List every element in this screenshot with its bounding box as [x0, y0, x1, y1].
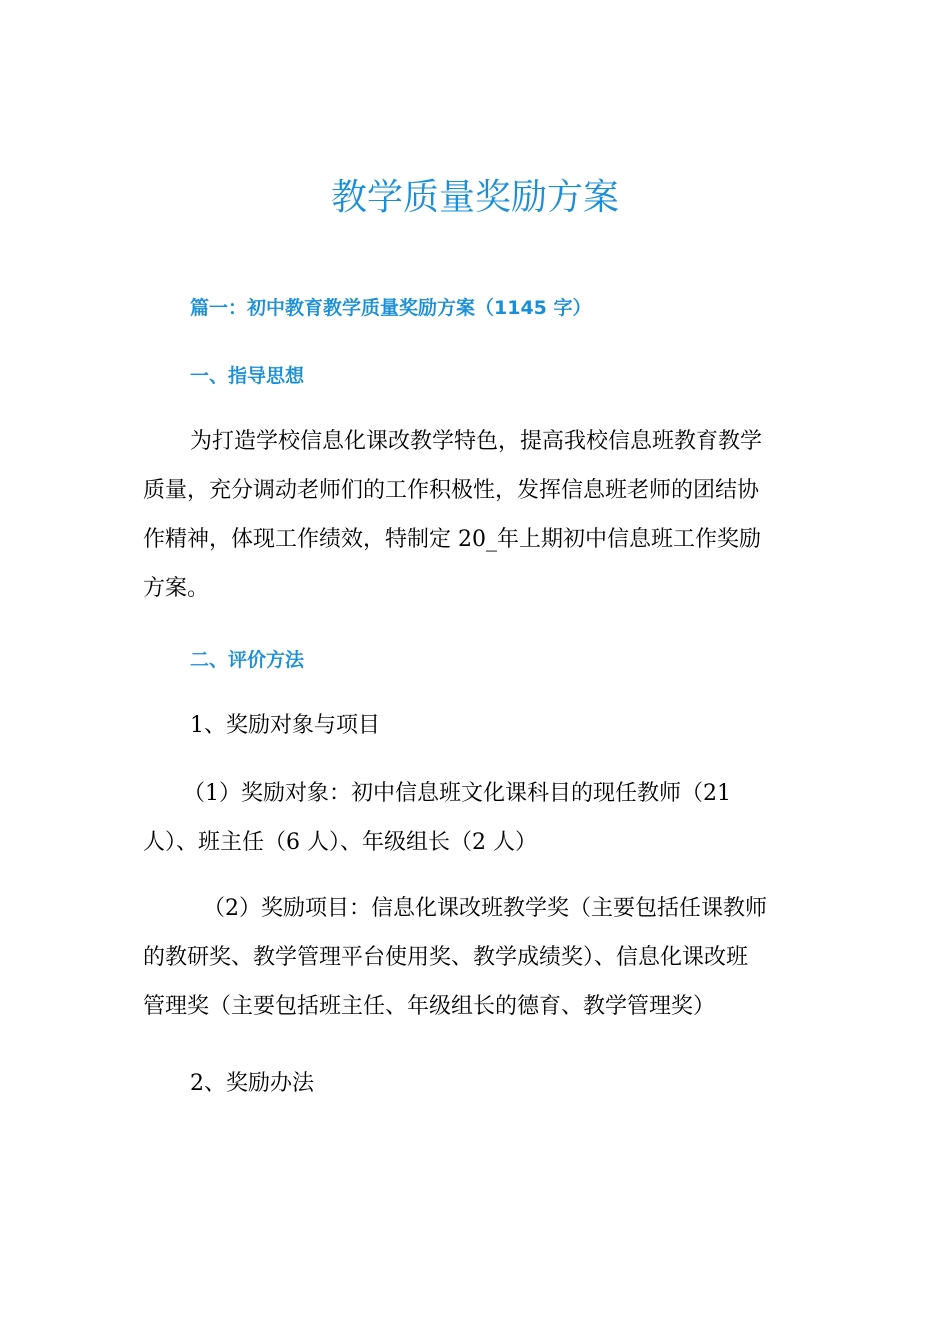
item-line: 人）、班主任（6 人）、年级组长（2 人） [143, 830, 537, 855]
paragraph-line: 方案。 [143, 576, 210, 601]
item-line: 的教研奖、教学管理平台使用奖、教学成绩奖）、信息化课改班 [143, 945, 749, 970]
heading-guiding-ideology: 一、指导思想 [190, 365, 305, 387]
item-line: 管理奖（主要包括班主任、年级组长的德育、教学管理奖） [143, 994, 716, 1019]
paragraph-line: 为打造学校信息化课改教学特色，提高我校信息班教育教学 [190, 429, 763, 454]
paragraph-guiding-ideology [143, 417, 808, 613]
document-title: 教学质量奖励方案 [330, 177, 619, 218]
item-reward-targets [143, 769, 808, 867]
item-line: （2）奖励项目：信息化课改班教学奖（主要包括任课教师 [203, 896, 767, 921]
paragraph-line: 质量，充分调动老师们的工作积极性，发挥信息班老师的团结协 [143, 478, 760, 503]
section-heading: 篇一：初中教育教学质量奖励方案（1145 字） [190, 297, 592, 319]
item-line: （1）奖励对象：初中信息班文化课科目的现任教师（21 [183, 781, 731, 806]
item-line: 2、奖励办法 [190, 1071, 314, 1096]
item-reward-targets-and-items [143, 701, 808, 750]
item-line: 1、奖励对象与项目 [190, 713, 380, 738]
item-reward-methods [143, 1059, 808, 1108]
heading-evaluation-method: 二、评价方法 [190, 649, 305, 671]
paragraph-line: 作精神，体现工作绩效，特制定 20_年上期初中信息班工作奖励 [143, 527, 761, 552]
item-reward-projects [143, 884, 808, 1031]
